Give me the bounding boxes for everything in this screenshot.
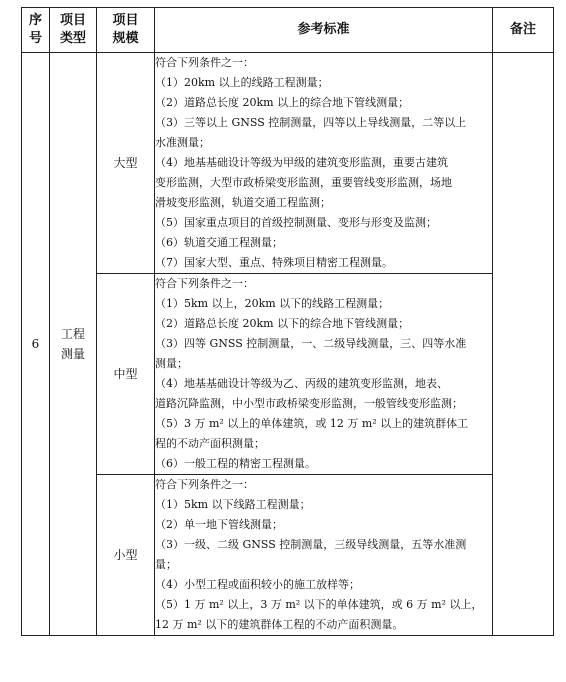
- scale-row-large: [22, 53, 554, 274]
- standard-line: （5）1 万 m² 以上，3 万 m² 以下的单体建筑，或 6 万 m² 以上，: [155, 598, 483, 611]
- seq-cell: 6: [22, 53, 50, 636]
- header-project-scale: 项目 规模: [97, 8, 155, 53]
- standard-line: （7）国家大型、重点、特殊项目精密工程测量。: [155, 256, 393, 269]
- standard-line: （4）地基基础设计等级为乙、丙级的建筑变形监测，地表、: [155, 377, 448, 390]
- standard-line: 程的不动产面积测量；: [155, 437, 265, 450]
- scale-row-medium: [22, 274, 554, 475]
- standard-line: （5）3 万 m² 以上的单体建筑，或 12 万 m² 以上的建筑群体工: [155, 417, 469, 430]
- scale-name-large: 大型: [97, 53, 155, 274]
- project-type-cell: 工程 测量: [50, 53, 97, 636]
- standard-line: （4）地基基础设计等级为甲级的建筑变形监测，重要古建筑: [155, 156, 448, 169]
- standard-line: 滑坡变形监测，轨道交通工程监测；: [155, 196, 331, 209]
- standards-table-wrapper: [21, 7, 554, 636]
- standard-line: 量；: [155, 558, 177, 571]
- scale-name-medium: 中型: [97, 274, 155, 475]
- standard-line: （1）5km 以上，20km 以下的线路工程测量；: [155, 297, 390, 310]
- standard-line: （6）轨道交通工程测量；: [155, 236, 283, 249]
- header-row: [22, 8, 554, 53]
- standard-line: 水准测量；: [155, 136, 210, 149]
- standard-line: 12 万 m² 以下的建筑群体工程的不动产面积测量。: [155, 618, 404, 631]
- header-remarks: 备注: [493, 8, 554, 53]
- standard-line: 变形监测，大型市政桥梁变形监测，重要管线变形监测，场地: [155, 176, 452, 189]
- standard-line: （1）5km 以下线路工程测量；: [155, 498, 311, 511]
- standard-line: （3）三等以上 GNSS 控制测量，四等以上导线测量，二等以上: [155, 116, 467, 129]
- standard-line: （3）四等 GNSS 控制测量，一、二级导线测量，三、四等水准: [155, 337, 467, 350]
- standard-line: 符合下列条件之一：: [155, 277, 254, 290]
- standard-line: 道路沉降监测，中小型市政桥梁变形监测，一般管线变形监测；: [155, 397, 463, 410]
- standard-line: （2）道路总长度 20km 以上的综合地下管线测量；: [155, 96, 410, 109]
- standard-cell-small: [155, 475, 493, 636]
- scale-row-small: [22, 475, 554, 636]
- standard-line: （6）一般工程的精密工程测量。: [155, 457, 316, 470]
- header-seq: 序 号: [22, 8, 50, 53]
- remarks-cell: [493, 53, 554, 636]
- standard-line: （2）道路总长度 20km 以下的综合地下管线测量；: [155, 317, 410, 330]
- standard-line: 符合下列条件之一：: [155, 56, 254, 69]
- scale-name-small: 小型: [97, 475, 155, 636]
- standard-line: 测量；: [155, 357, 188, 370]
- standards-table: [21, 7, 554, 636]
- standard-line: （5）国家重点项目的首级控制测量、变形与形变及监测；: [155, 216, 437, 229]
- standard-line: （1）20km 以上的线路工程测量；: [155, 76, 329, 89]
- standard-line: 符合下列条件之一：: [155, 478, 254, 491]
- standard-cell-medium: [155, 274, 493, 475]
- header-project-type: 项目 类型: [50, 8, 97, 53]
- standard-line: （2）单一地下管线测量；: [155, 518, 283, 531]
- standard-line: （3）一级、二级 GNSS 控制测量，三级导线测量，五等水准测: [155, 538, 467, 551]
- standard-cell-large: [155, 53, 493, 274]
- header-reference-standard: 参考标准: [155, 8, 493, 53]
- standard-line: （4）小型工程或面积较小的施工放样等；: [155, 578, 360, 591]
